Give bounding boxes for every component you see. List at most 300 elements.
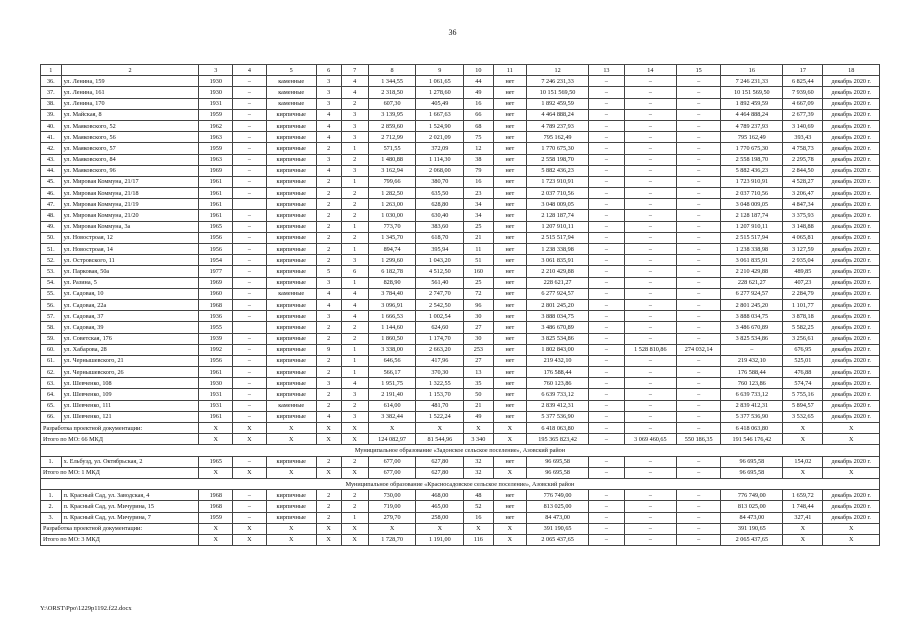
table-cell: 5 882 436,23 <box>721 165 783 176</box>
table-cell: 2 <box>341 456 368 467</box>
table-cell: кирпичные <box>266 355 316 366</box>
table-cell: 6 182,78 <box>368 266 416 277</box>
table-cell: 25 <box>464 221 493 232</box>
table-cell: 11 <box>464 244 493 255</box>
table-cell: 3 375,93 <box>783 210 823 221</box>
table-cell: ул. Мировая Коммуна, 21/20 <box>61 210 199 221</box>
table-cell: декабрь 2020 г. <box>823 344 880 355</box>
table-cell: 66. <box>41 411 62 422</box>
table-cell: декабрь 2020 г. <box>823 299 880 310</box>
table-cell: – <box>589 288 625 299</box>
table-cell: 571,55 <box>368 143 416 154</box>
table-cell: 18 <box>823 65 880 76</box>
table-cell: 1939 <box>199 333 233 344</box>
table-row <box>41 355 880 366</box>
table-cell: – <box>233 120 267 131</box>
table-cell: 393,43 <box>783 132 823 143</box>
table-cell: декабрь 2020 г. <box>823 490 880 501</box>
table-cell: 4 528,27 <box>783 176 823 187</box>
table-cell: X <box>316 423 341 434</box>
table-cell: декабрь 2020 г. <box>823 87 880 98</box>
table-cell: нет <box>493 456 527 467</box>
table-cell: – <box>589 355 625 366</box>
table-cell: декабрь 2020 г. <box>823 199 880 210</box>
table-cell: – <box>589 456 625 467</box>
table-cell: нет <box>493 411 527 422</box>
table-row <box>41 411 880 422</box>
table-cell: – <box>233 188 267 199</box>
table-cell: 719,00 <box>368 501 416 512</box>
table-cell: 32 <box>464 467 493 478</box>
table-cell: 3 048 009,05 <box>527 199 589 210</box>
table-cell: – <box>589 311 625 322</box>
table-cell: – <box>624 367 676 378</box>
table-cell: 618,70 <box>416 232 464 243</box>
table-cell: 49 <box>464 87 493 98</box>
table-cell: 1968 <box>199 299 233 310</box>
table-cell: – <box>589 389 625 400</box>
table-cell: 4 789 237,93 <box>527 120 589 131</box>
table-cell: X <box>464 423 493 434</box>
table-cell: 3 148,88 <box>783 221 823 232</box>
table-cell: 4 <box>316 165 341 176</box>
table-cell: 2 284,79 <box>783 288 823 299</box>
table-cell: – <box>589 255 625 266</box>
table-cell: X <box>199 434 233 445</box>
table-cell: 6 639 733,12 <box>721 389 783 400</box>
table-cell: 2 <box>341 400 368 411</box>
table-cell: 1959 <box>199 143 233 154</box>
table-cell: – <box>676 232 721 243</box>
table-cell: декабрь 2020 г. <box>823 221 880 232</box>
table-cell: 2 <box>316 188 341 199</box>
table-row <box>41 322 880 333</box>
table-cell: 776 749,00 <box>721 490 783 501</box>
table-cell: 1 770 675,30 <box>527 143 589 154</box>
table-cell: кирпичные <box>266 165 316 176</box>
table-cell: декабрь 2020 г. <box>823 266 880 277</box>
table-cell: – <box>624 512 676 523</box>
table-cell: 1 144,60 <box>368 322 416 333</box>
table-cell: – <box>624 299 676 310</box>
table-cell: декабрь 2020 г. <box>823 456 880 467</box>
table-cell: – <box>589 266 625 277</box>
table-cell: 2 677,39 <box>783 109 823 120</box>
table-cell: X <box>199 534 233 545</box>
table-cell: декабрь 2020 г. <box>823 154 880 165</box>
table-cell: X <box>493 434 527 445</box>
table-cell: 2 037 710,56 <box>721 188 783 199</box>
table-cell: нет <box>493 355 527 366</box>
file-path-footer: Y:\ORST\Ppo\1229p1192.f22.docx <box>40 605 132 612</box>
table-row <box>41 490 880 501</box>
table-cell: – <box>589 221 625 232</box>
table-cell: 2 <box>341 322 368 333</box>
table-cell: 7 246 231,33 <box>721 76 783 87</box>
table-cell: – <box>233 456 267 467</box>
table-cell: ул. Шевченко, 108 <box>61 378 199 389</box>
table-cell: 4 667,09 <box>783 98 823 109</box>
table-cell: 44. <box>41 165 62 176</box>
table-cell: X <box>823 534 880 545</box>
table-cell: – <box>233 333 267 344</box>
table-cell: 1 748,44 <box>783 501 823 512</box>
table-cell: – <box>589 534 625 545</box>
table-cell: 2 191,40 <box>368 389 416 400</box>
table-cell: X <box>233 423 267 434</box>
table-cell: 46. <box>41 188 62 199</box>
table-cell: кирпичные <box>266 378 316 389</box>
table-cell: – <box>233 266 267 277</box>
table-cell: ул. Шевченко, 121 <box>61 411 199 422</box>
table-cell: 1 238 338,98 <box>721 244 783 255</box>
table-cell: кирпичные <box>266 221 316 232</box>
table-cell: 1 728,70 <box>368 534 416 545</box>
table-cell: кирпичные <box>266 344 316 355</box>
table-row <box>41 311 880 322</box>
table-cell: – <box>589 333 625 344</box>
table-cell: – <box>589 176 625 187</box>
table-cell: 2 295,78 <box>783 154 823 165</box>
table-cell: 1 263,00 <box>368 199 416 210</box>
table-cell: 894,74 <box>368 244 416 255</box>
table-cell: 32 <box>464 456 493 467</box>
table-cell: 21 <box>464 400 493 411</box>
table-cell: 2 <box>316 400 341 411</box>
table-cell: 4 065,81 <box>783 232 823 243</box>
table-cell: – <box>676 266 721 277</box>
table-cell: кирпичные <box>266 333 316 344</box>
table-cell: 1 <box>341 221 368 232</box>
table-cell: 61. <box>41 355 62 366</box>
table-cell: 630,40 <box>416 210 464 221</box>
table-cell: 2 <box>316 389 341 400</box>
table-cell: 3 <box>341 255 368 266</box>
table-cell: 2 801 245,20 <box>527 299 589 310</box>
table-cell: – <box>676 277 721 288</box>
table-cell: 813 025,00 <box>721 501 783 512</box>
table-cell: 68 <box>464 120 493 131</box>
table-cell: 1968 <box>199 501 233 512</box>
table-cell: 468,00 <box>416 490 464 501</box>
table-row <box>41 210 880 221</box>
table-cell: – <box>624 467 676 478</box>
table-cell: 3 340 <box>464 434 493 445</box>
table-cell: 4 789 237,93 <box>721 120 783 131</box>
table-cell: 628,80 <box>416 199 464 210</box>
table-cell: 6 418 063,80 <box>721 423 783 434</box>
table-cell: – <box>624 456 676 467</box>
table-cell: X <box>316 523 341 534</box>
table-cell: 17 <box>783 65 823 76</box>
table-cell: декабрь 2020 г. <box>823 188 880 199</box>
table-cell: 3 206,47 <box>783 188 823 199</box>
table-cell: 380,70 <box>416 176 464 187</box>
table-cell: 1 153,70 <box>416 389 464 400</box>
table-cell: ул. Майская, 8 <box>61 109 199 120</box>
table-cell: 66 <box>464 109 493 120</box>
summary-row <box>41 534 880 545</box>
table-cell: 2 <box>316 143 341 154</box>
table-cell: 2 <box>341 501 368 512</box>
table-cell: 2 844,50 <box>783 165 823 176</box>
table-cell: кирпичные <box>266 299 316 310</box>
table-cell: 1968 <box>199 490 233 501</box>
table-cell: 75 <box>464 132 493 143</box>
table-cell: 16 <box>721 65 783 76</box>
table-cell: – <box>233 109 267 120</box>
table-cell: X <box>233 467 267 478</box>
table-cell: 3 486 670,89 <box>527 322 589 333</box>
table-cell: – <box>589 277 625 288</box>
table-cell: 13 <box>589 65 625 76</box>
table-cell: – <box>589 523 625 534</box>
table-cell: 1 207 910,11 <box>721 221 783 232</box>
table-cell: – <box>624 501 676 512</box>
table-cell: 3 061 835,91 <box>527 255 589 266</box>
table-cell: 1965 <box>199 221 233 232</box>
table-cell: 51. <box>41 244 62 255</box>
table-cell: 58. <box>41 322 62 333</box>
table-cell: декабрь 2020 г. <box>823 355 880 366</box>
table-cell: 1 344,55 <box>368 76 416 87</box>
table-cell: 2 663,20 <box>416 344 464 355</box>
table-row <box>41 221 880 232</box>
table-cell: 1 207 910,11 <box>527 221 589 232</box>
table-cell: – <box>676 411 721 422</box>
table-cell: 1 <box>341 244 368 255</box>
table-cell: – <box>233 76 267 87</box>
section-title: Муниципальное образование «Красносадовское сельское поселение», Азовский район <box>41 478 880 489</box>
table-cell: х. Ельбузд, ул. Октябрьская, 2 <box>61 456 199 467</box>
table-cell: – <box>676 132 721 143</box>
table-cell: 10 151 569,50 <box>721 87 783 98</box>
table-cell: 370,30 <box>416 367 464 378</box>
table-cell: ул. Островского, 11 <box>61 255 199 266</box>
table-cell: 16 <box>464 512 493 523</box>
table-cell: 3 888 034,75 <box>527 311 589 322</box>
table-cell: ул. Садовая, 39 <box>61 322 199 333</box>
table-cell: 3 048 009,05 <box>721 199 783 210</box>
table-cell: – <box>589 76 625 87</box>
table-row <box>41 154 880 165</box>
table-cell: – <box>624 490 676 501</box>
table-cell: 84 473,00 <box>527 512 589 523</box>
table-cell: 3 <box>341 165 368 176</box>
table-cell: – <box>589 434 625 445</box>
table-cell: 635,50 <box>416 188 464 199</box>
table-row <box>41 132 880 143</box>
table-cell: 3 <box>341 411 368 422</box>
table-cell: 40. <box>41 120 62 131</box>
table-cell: нет <box>493 501 527 512</box>
table-cell: 407,23 <box>783 277 823 288</box>
table-cell: – <box>624 244 676 255</box>
table-cell: кирпичные <box>266 501 316 512</box>
table-cell: 228 621,27 <box>721 277 783 288</box>
table-cell: 1 278,60 <box>416 87 464 98</box>
table-cell: 1 <box>41 65 62 76</box>
table-cell: 4 <box>341 378 368 389</box>
table-cell: декабрь 2020 г. <box>823 143 880 154</box>
table-cell: 1 030,00 <box>368 210 416 221</box>
table-cell: п. Красный Сад, ул. Мичурина, 7 <box>61 512 199 523</box>
table-cell: 12 <box>464 143 493 154</box>
table-cell: – <box>676 299 721 310</box>
table-cell: – <box>233 132 267 143</box>
table-cell: 1 723 910,91 <box>527 176 589 187</box>
table-cell: – <box>233 512 267 523</box>
table-row <box>41 188 880 199</box>
table-cell: 1 <box>341 355 368 366</box>
table-cell: 4 <box>341 311 368 322</box>
table-cell: 27 <box>464 322 493 333</box>
table-cell: 1 892 459,59 <box>527 98 589 109</box>
table-cell: нет <box>493 199 527 210</box>
table-cell: 4 <box>341 87 368 98</box>
table-cell: 50 <box>464 389 493 400</box>
table-cell: – <box>676 355 721 366</box>
table-cell: 395,94 <box>416 244 464 255</box>
table-cell: 34 <box>464 210 493 221</box>
table-cell: 2 <box>316 490 341 501</box>
table-cell: ул. Мировая Коммуна, 21/19 <box>61 199 199 210</box>
table-cell: 1 345,70 <box>368 232 416 243</box>
table-cell: – <box>233 288 267 299</box>
table-row <box>41 501 880 512</box>
table-cell: ул. Разина, 5 <box>61 277 199 288</box>
table-cell: 760 123,86 <box>527 378 589 389</box>
table-cell: 813 025,00 <box>527 501 589 512</box>
table-cell: – <box>589 98 625 109</box>
table-cell: 5 377 536,90 <box>721 411 783 422</box>
table-cell: 1 802 843,00 <box>527 344 589 355</box>
table-cell: п. Красный Сад, ул. Мичурина, 15 <box>61 501 199 512</box>
table-cell: ул. Маяковского, 96 <box>61 165 199 176</box>
table-cell: нет <box>493 165 527 176</box>
table-cell: X <box>199 467 233 478</box>
table-cell: 8 <box>368 65 416 76</box>
table-cell: X <box>316 534 341 545</box>
table-cell: – <box>589 120 625 131</box>
table-cell: – <box>676 165 721 176</box>
table-cell: кирпичные <box>266 255 316 266</box>
table-cell: 2 037 710,56 <box>527 188 589 199</box>
table-cell: 1 <box>341 512 368 523</box>
table-cell: 3 127,59 <box>783 244 823 255</box>
table-cell: 11 <box>493 65 527 76</box>
table-cell: 195 365 823,42 <box>527 434 589 445</box>
table-cell: 481,70 <box>416 400 464 411</box>
table-cell: ул. Садовая, 37 <box>61 311 199 322</box>
table-cell: нет <box>493 255 527 266</box>
table-cell: 176 588,44 <box>527 367 589 378</box>
table-cell: – <box>676 76 721 87</box>
table-cell: 1. <box>41 490 62 501</box>
table-cell: каменные <box>266 87 316 98</box>
table-cell: 2 <box>341 154 368 165</box>
table-cell: 2 <box>316 176 341 187</box>
table-cell: нет <box>493 176 527 187</box>
table-cell: 6 825,44 <box>783 76 823 87</box>
table-cell: 12 <box>527 65 589 76</box>
table-cell: 6 277 924,57 <box>721 288 783 299</box>
table-cell: 1. <box>41 456 62 467</box>
table-cell: 2 <box>61 65 199 76</box>
table-cell: 1 322,55 <box>416 378 464 389</box>
table-cell: – <box>676 389 721 400</box>
table-cell: 2 <box>316 221 341 232</box>
table-cell: декабрь 2020 г. <box>823 244 880 255</box>
table-cell: – <box>589 132 625 143</box>
table-cell <box>233 322 267 333</box>
table-cell: 37. <box>41 87 62 98</box>
table-cell: 3 486 670,89 <box>721 322 783 333</box>
table-row <box>41 165 880 176</box>
table-cell: X <box>493 534 527 545</box>
table-cell: 7 <box>341 65 368 76</box>
table-cell: 1 666,53 <box>368 311 416 322</box>
table-cell: – <box>233 299 267 310</box>
table-cell: декабрь 2020 г. <box>823 333 880 344</box>
table-cell: 489,85 <box>783 266 823 277</box>
table-cell: – <box>721 344 783 355</box>
table-cell: 799,66 <box>368 176 416 187</box>
table-cell: 1 191,00 <box>416 534 464 545</box>
table-cell: – <box>676 400 721 411</box>
table-cell: кирпичные <box>266 132 316 143</box>
table-cell: 2 <box>316 333 341 344</box>
table-cell: 677,00 <box>368 456 416 467</box>
table-cell: 1965 <box>199 456 233 467</box>
table-cell: ул. Маяковского, 56 <box>61 132 199 143</box>
table-cell: 2 065 437,65 <box>721 534 783 545</box>
table-cell: нет <box>493 87 527 98</box>
table-cell: ул. Ленина, 170 <box>61 98 199 109</box>
table-cell: ул. Садовая, 10 <box>61 288 199 299</box>
table-cell: – <box>676 501 721 512</box>
table-cell: – <box>589 299 625 310</box>
table-cell: 45. <box>41 176 62 187</box>
table-row <box>41 143 880 154</box>
table-cell: – <box>676 534 721 545</box>
table-cell: – <box>589 411 625 422</box>
table-cell: – <box>233 501 267 512</box>
table-cell: ул. Шевченко, 111 <box>61 400 199 411</box>
table-cell: 228 621,27 <box>527 277 589 288</box>
header-row <box>41 65 880 76</box>
table-cell: – <box>676 154 721 165</box>
table-cell: 57. <box>41 311 62 322</box>
table-cell: 2 210 429,88 <box>721 266 783 277</box>
table-cell: 773,70 <box>368 221 416 232</box>
table-cell: – <box>676 188 721 199</box>
table-cell: кирпичные <box>266 109 316 120</box>
table-cell: 2 <box>316 199 341 210</box>
table-cell: нет <box>493 389 527 400</box>
table-cell: декабрь 2020 г. <box>823 512 880 523</box>
table-cell: X <box>783 523 823 534</box>
table-row <box>41 176 880 187</box>
table-cell: 1963 <box>199 132 233 143</box>
table-cell: – <box>233 176 267 187</box>
table-cell: 2 128 187,74 <box>527 210 589 221</box>
table-cell: 43. <box>41 154 62 165</box>
table-cell: кирпичные <box>266 232 316 243</box>
table-cell: нет <box>493 333 527 344</box>
table-cell: X <box>783 534 823 545</box>
table-cell: X <box>493 423 527 434</box>
